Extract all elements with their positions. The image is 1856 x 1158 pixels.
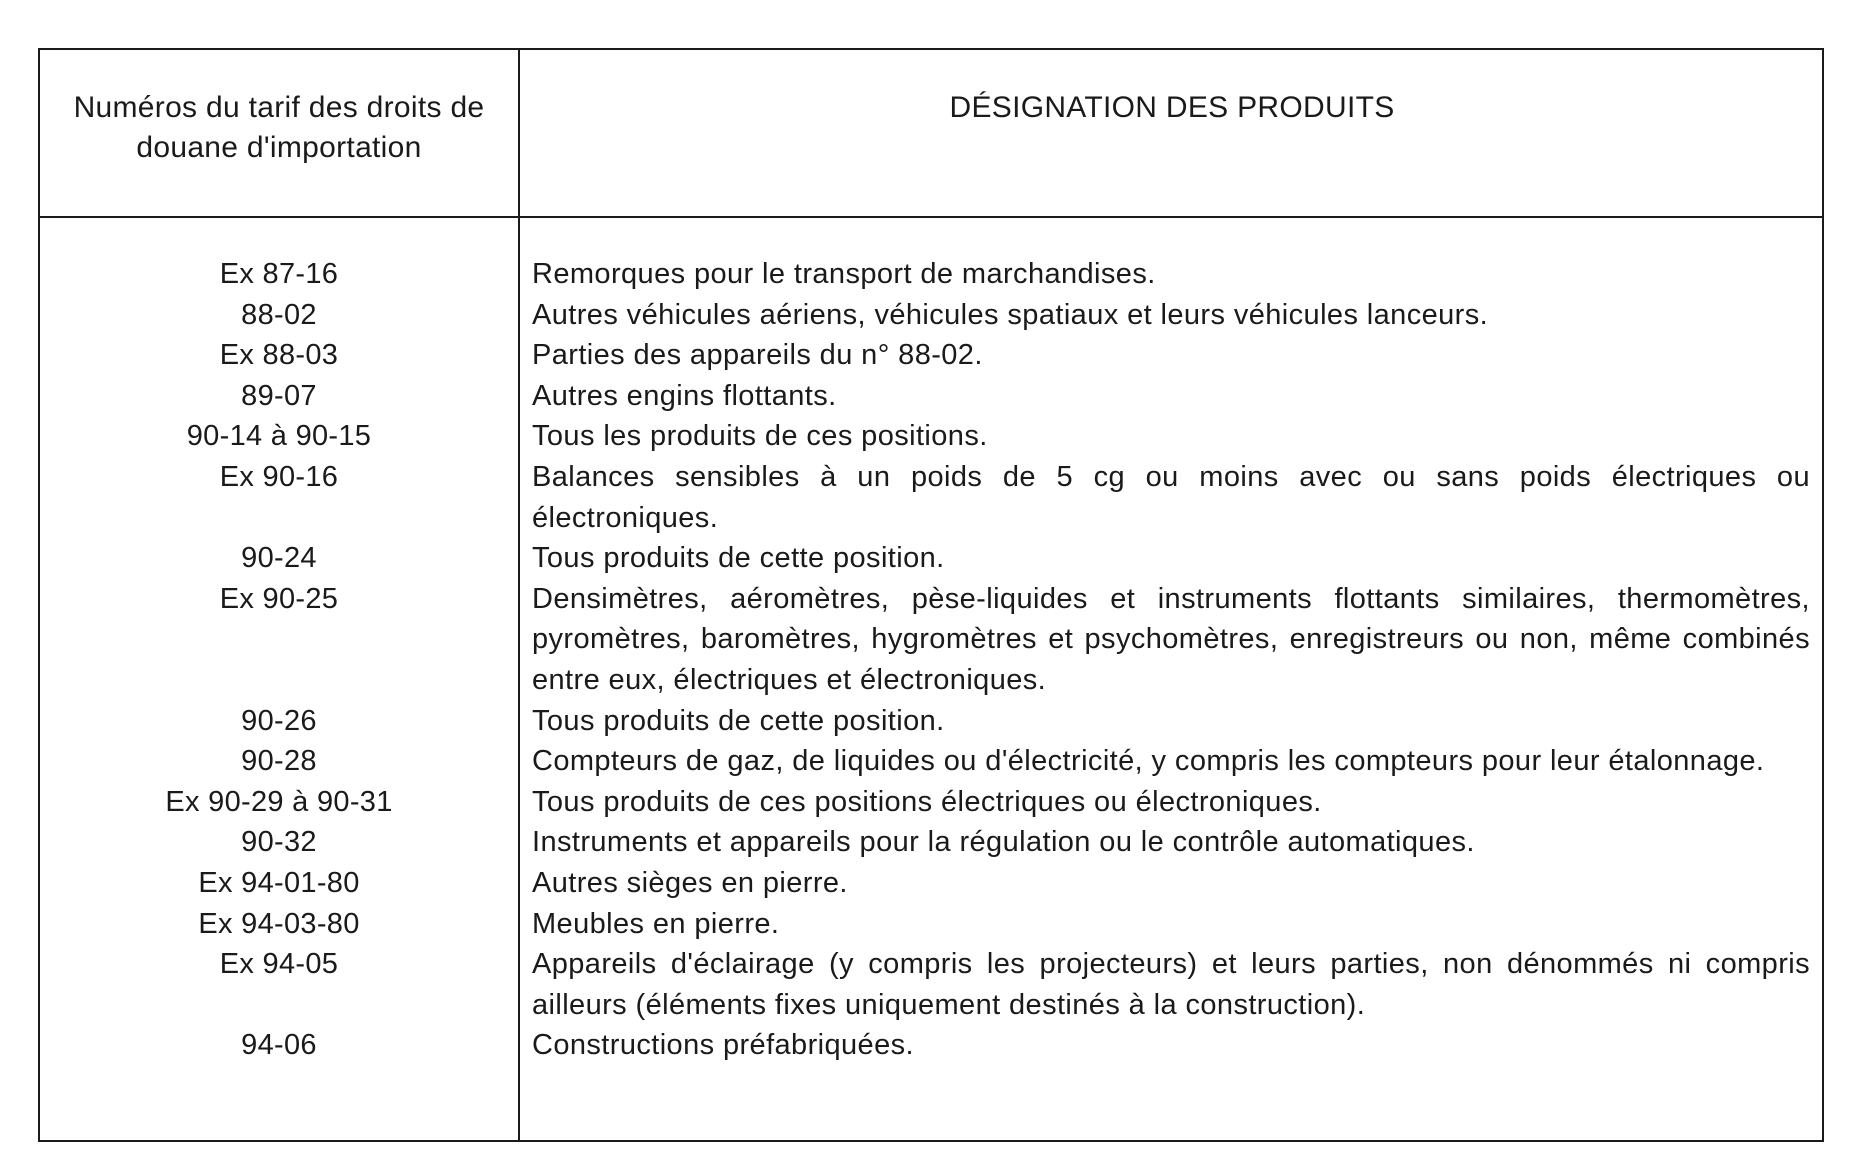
tariff-code: Ex 90-29 à 90-31 — [165, 785, 393, 818]
tariff-code: 90-26 — [241, 704, 317, 737]
table-row — [40, 863, 1822, 904]
tariff-code: 88-02 — [241, 298, 317, 331]
tariff-code: Ex 94-01-80 — [198, 866, 360, 899]
tariff-code: Ex 90-16 — [219, 460, 339, 493]
product-description: Appareils d'éclairage (y compris les projecteurs) et leurs parties, non dénommés ni compris ailleurs (éléments fixes uniquement destinés à la construction). — [532, 948, 1810, 1021]
product-description: Autres sièges en pierre. — [532, 866, 848, 899]
header-tariff-numbers: Numéros du tarif des droits de douane d'importation — [73, 91, 485, 164]
tariff-code: 90-24 — [241, 542, 317, 575]
table-row — [40, 822, 1822, 863]
product-description: Parties des appareils du n° 88-02. — [532, 339, 983, 372]
product-description: Tous produits de ces positions électriques ou électroniques. — [532, 785, 1322, 818]
tariff-code: Ex 88-03 — [219, 339, 339, 372]
product-description: Autres engins flottants. — [532, 379, 837, 412]
product-description: Balances sensibles à un poids de 5 cg ou moins avec ou sans poids électriques ou électroniques. — [532, 460, 1810, 534]
tariff-code: 90-14 à 90-15 — [186, 420, 372, 453]
tariff-code: Ex 87-16 — [219, 258, 339, 290]
table-row — [40, 579, 1822, 701]
tariff-code: 90-28 — [241, 745, 317, 778]
product-description: Tous les produits de ces positions. — [532, 420, 988, 453]
header-product-designation: DÉSIGNATION DES PRODUITS — [949, 91, 1395, 124]
product-description: Compteurs de gaz, de liquides ou d'électricité, y compris les compteurs pour leur étalonnage. — [532, 745, 1765, 778]
product-description: Densimètres, aéromètres, pèse-liquides et instruments flottants similaires, thermomètres, pyromètres, baromètres, hygromètres et psychomètres, enregistreurs ou non, même combinés entre eux, électriques et électroniques. — [532, 582, 1810, 696]
tariff-code: 94-06 — [241, 1029, 317, 1062]
table-row — [40, 741, 1822, 782]
table-row — [40, 457, 1822, 538]
product-description: Tous produits de cette position. — [532, 704, 945, 737]
table-row — [40, 538, 1822, 579]
table-row — [40, 335, 1822, 376]
table-row — [40, 254, 1822, 295]
product-description: Instruments et appareils pour la régulation ou le contrôle automatiques. — [532, 826, 1475, 859]
tariff-code: Ex 94-03-80 — [198, 907, 360, 940]
table-row — [40, 701, 1822, 742]
product-description: Remorques pour le transport de marchandises. — [532, 258, 1156, 290]
table-row — [40, 782, 1822, 823]
product-description: Autres véhicules aériens, véhicules spatiaux et leurs véhicules lanceurs. — [532, 298, 1489, 331]
tariff-code: Ex 90-25 — [219, 582, 339, 615]
tariff-code: 90-32 — [241, 826, 317, 859]
tariff-table — [38, 48, 1824, 1142]
tariff-code: Ex 94-05 — [219, 948, 339, 981]
table-row — [40, 1025, 1822, 1066]
table-row — [40, 295, 1822, 336]
table-row — [40, 904, 1822, 945]
header-divider — [40, 216, 1822, 218]
table-row — [40, 944, 1822, 1025]
table-body — [40, 254, 1822, 1066]
product-description: Tous produits de cette position. — [532, 542, 945, 575]
product-description: Constructions préfabriquées. — [532, 1029, 914, 1062]
product-description: Meubles en pierre. — [532, 907, 780, 940]
table-row — [40, 416, 1822, 457]
tariff-code: 89-07 — [241, 379, 317, 412]
table-row — [40, 376, 1822, 417]
